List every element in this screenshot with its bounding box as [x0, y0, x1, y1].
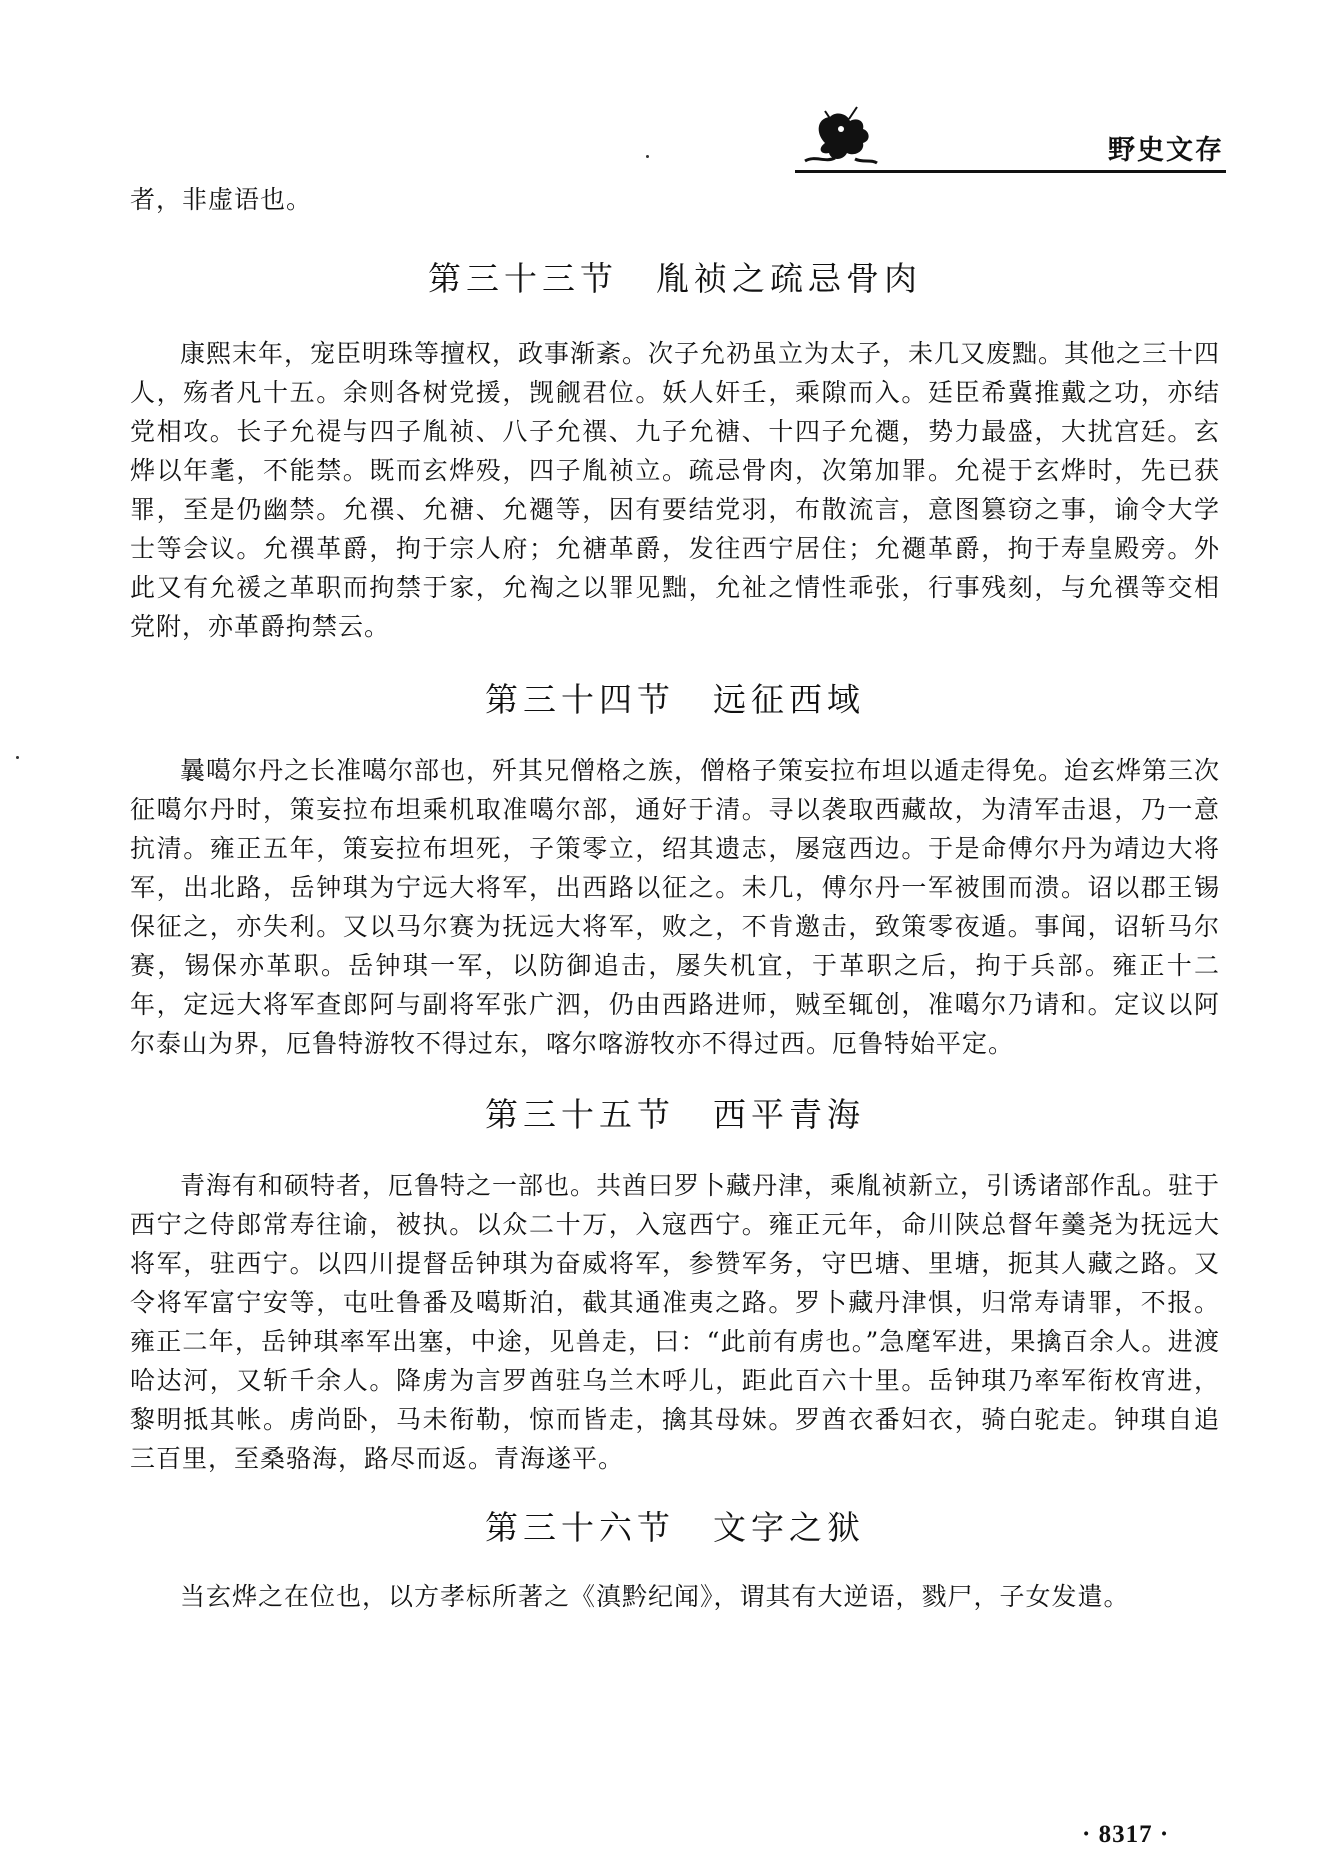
- section-heading: 第三十三节 胤祯之疏忌骨肉: [428, 259, 922, 298]
- section-heading: 第三十四节 远征西域: [485, 680, 865, 719]
- page-number: · 8317 ·: [1082, 1821, 1170, 1848]
- page-body: [130, 178, 1220, 1616]
- section-paragraph: 曩噶尔丹之长准噶尔部也，歼其兄僧格之族，僧格子策妄拉布坦以遁走得免。迨玄烨第三次征噶尔丹时，策妄拉布坦乘机取准噶尔部，通好于清。寻以袭取西藏故，为清军击退，乃一意抗清。雍正五年，策妄拉布坦死，子策零立，绍其遗志，屡寇西边。于是命傅尔丹为靖边大将军，出北路，岳钟琪为宁远大将军，出西路以征之。未几，傅尔丹一军被围而溃。诏以郡王锡保征之，亦失利。又以马尔赛为抚远大将军，败之，不肯邀击，致策零夜遁。事闻，诏斩马尔赛，锡保亦革职。岳钟琪一军，以防御追击，屡失机宜，于革职之后，拘于兵部。雍正十二年，定远大将军查郎阿与副将军张广泗，仍由西路进师，贼至辄创，准噶尔乃请和。定议以阿尔泰山为界，厄鲁特游牧不得过东，喀尔喀游牧亦不得过西。厄鲁特始平定。: [130, 756, 1221, 1058]
- running-header-title: 野史文存: [1108, 135, 1224, 166]
- scan-speck: [16, 756, 19, 759]
- opening-fragment: 者，非虚语也。: [130, 185, 313, 214]
- header-rule: [795, 170, 1226, 173]
- section-paragraph: 当玄烨之在位也，以方孝标所著之《滇黔纪闻》，谓其有大逆语，戮尸，子女发遣。: [180, 1582, 1130, 1611]
- section-heading: 第三十五节 西平青海: [485, 1095, 865, 1134]
- section-paragraph: 康熙末年，宠臣明珠等擅权，政事渐紊。次子允礽虽立为太子，未几又废黜。其他之三十四人，殇者凡十五。余则各树党援，觊觎君位。妖人奸壬，乘隙而入。廷臣希冀推戴之功，亦结党相攻。长子允禔与四子胤祯、八子允禩、九子允禟、十四子允禵，势力最盛，大扰宫廷。玄烨以年耄，不能禁。既而玄烨殁，四子胤祯立。疏忌骨肉，次第加罪。允禔于玄烨时，先已获罪，至是仍幽禁。允禩、允禟、允禵等，因有要结党羽，布散流言，意图篡窃之事，谕令大学士等会议。允禩革爵，拘于宗人府；允禟革爵，发往西宁居住；允禵革爵，拘于寿皇殿旁。外此又有允禐之革职而拘禁于家，允祹之以罪见黜，允祉之情性乖张，行事残刻，与允禩等交相党附，亦革爵拘禁云。: [130, 339, 1221, 641]
- section-heading: 第三十六节 文字之狱: [485, 1508, 865, 1547]
- section-paragraph: 青海有和硕特者，厄鲁特之一部也。共酋曰罗卜藏丹津，乘胤祯新立，引诱诸部作乱。驻于西宁之侍郎常寿往谕，被执。以众二十万，入寇西宁。雍正元年，命川陕总督年羹尧为抚远大将军，驻西宁。以四川提督岳钟琪为奋威将军，参赞军务，守巴塘、里塘，扼其人藏之路。又令将军富宁安等，屯吐鲁番及噶斯泊，截其通准夷之路。罗卜藏丹津惧，归常寿请罪，不报。雍正二年，岳钟琪率军出塞，中途，见兽走，曰：“此前有虏也。”急麾军进，果擒百余人。进渡哈达河，又斩千余人。降虏为言罗酋驻乌兰木呼儿，距此百六十里。岳钟琪乃率军衔枚宵进，黎明抵其帐。虏尚卧，马未衔勒，惊而皆走，擒其母妹。罗酋衣番妇衣，骑白驼走。钟琪自追三百里，至桑骆海，路尽而返。青海遂平。: [130, 1171, 1221, 1473]
- dragon-icon: [795, 103, 885, 171]
- scan-speck: [646, 155, 649, 158]
